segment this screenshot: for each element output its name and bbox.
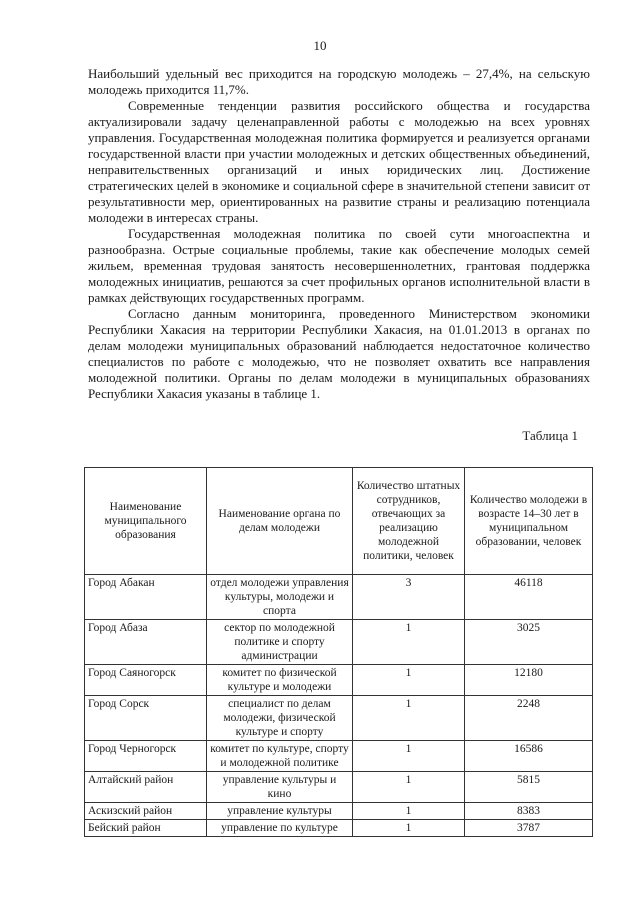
municipality-cell: Аскизский район xyxy=(85,803,207,820)
youth-bodies-table xyxy=(84,467,593,837)
youth-count-cell: 3787 xyxy=(465,820,593,837)
youth-body-cell: сектор по молодежной политике и спорту администрации xyxy=(207,620,353,665)
municipality-cell: Бейский район xyxy=(85,820,207,837)
staff-count-cell: 1 xyxy=(353,803,465,820)
staff-count-cell: 1 xyxy=(353,741,465,772)
staff-count-cell: 1 xyxy=(353,620,465,665)
municipality-cell: Город Саяногорск xyxy=(85,665,207,696)
header-youth-body: Наименование органа по делам молодежи xyxy=(207,468,353,575)
youth-body-cell: комитет по физической культуре и молодежи xyxy=(207,665,353,696)
table-row xyxy=(85,741,593,772)
youth-count-cell: 46118 xyxy=(465,575,593,620)
youth-body-cell: комитет по культуре, спорту и молодежной политике xyxy=(207,741,353,772)
table-row xyxy=(85,820,593,837)
table-row xyxy=(85,620,593,665)
youth-body-cell: специалист по делам молодежи, физической культуре и спорту xyxy=(207,696,353,741)
table-row xyxy=(85,803,593,820)
youth-count-cell: 2248 xyxy=(465,696,593,741)
municipality-cell: Город Абаза xyxy=(85,620,207,665)
staff-count-cell: 3 xyxy=(353,575,465,620)
paragraph-4: Согласно данным мониторинга, проведенного Министерством экономики Республики Хакасия на территории Республики Хакасия, на 01.01.2013 в органах по делам молодежи муниципальных образований наблюдается недостаточное количество специалистов по работе с молодежью, что не позволяет охватить все направления молодежной политики. Органы по делам молодежи в муниципальных образованиях Республики Хакасия указаны в таблице 1. xyxy=(88,306,590,401)
staff-count-cell: 1 xyxy=(353,665,465,696)
staff-count-cell: 1 xyxy=(353,772,465,803)
youth-body-cell: отдел молодежи управления культуры, молодежи и спорта xyxy=(207,575,353,620)
paragraph-1: Наибольший удельный вес приходится на городскую молодежь – 27,4%, на сельскую молодежь приходится 11,7%. xyxy=(88,66,590,97)
body-text xyxy=(88,66,590,402)
header-municipality: Наименование муниципального образования xyxy=(85,468,207,575)
municipality-cell: Город Абакан xyxy=(85,575,207,620)
table-row xyxy=(85,575,593,620)
youth-count-cell: 16586 xyxy=(465,741,593,772)
municipality-cell: Город Черногорск xyxy=(85,741,207,772)
paragraph-2: Современные тенденции развития российского общества и государства актуализировали задачу целенаправленной работы с молодежью на всех уровнях управления. Государственная молодежная политика формируется и реализуется органами государственной власти при участии молодежных и детских общественных объединений, неправительственных организаций и иных юридических лиц. Достижение стратегических целей в экономике и социальной сфере в значительной степени зависит от результативности мер, ориентированных на развитие страны и реализацию потенциала молодежи в интересах страны. xyxy=(88,98,590,225)
staff-count-cell: 1 xyxy=(353,696,465,741)
municipality-cell: Город Сорск xyxy=(85,696,207,741)
table-header-row xyxy=(85,468,593,575)
table-body xyxy=(85,575,593,837)
table-row xyxy=(85,772,593,803)
page-number: 10 xyxy=(313,38,327,53)
youth-body-cell: управление по культуре xyxy=(207,820,353,837)
youth-count-cell: 8383 xyxy=(465,803,593,820)
youth-count-cell: 12180 xyxy=(465,665,593,696)
youth-body-cell: управление культуры и кино xyxy=(207,772,353,803)
table-caption: Таблица 1 xyxy=(522,428,578,443)
header-staff-count: Количество штатных сотрудников, отвечающих за реализацию молодежной политики, человек xyxy=(353,468,465,575)
municipality-cell: Алтайский район xyxy=(85,772,207,803)
youth-count-cell: 5815 xyxy=(465,772,593,803)
table-row xyxy=(85,665,593,696)
youth-body-cell: управление культуры xyxy=(207,803,353,820)
paragraph-3: Государственная молодежная политика по своей сути многоаспектна и разнообразна. Острые социальные проблемы, такие как обеспечение молодых семей жильем, временная трудовая занятость несовершеннолетних, грантовая поддержка молодежных инициатив, решаются за счет профильных органов исполнительной власти в рамках действующих государственных программ. xyxy=(88,226,590,305)
staff-count-cell: 1 xyxy=(353,820,465,837)
youth-count-cell: 3025 xyxy=(465,620,593,665)
table-row xyxy=(85,696,593,741)
header-youth-count: Количество молодежи в возрасте 14–30 лет в муниципальном образовании, человек xyxy=(465,468,593,575)
